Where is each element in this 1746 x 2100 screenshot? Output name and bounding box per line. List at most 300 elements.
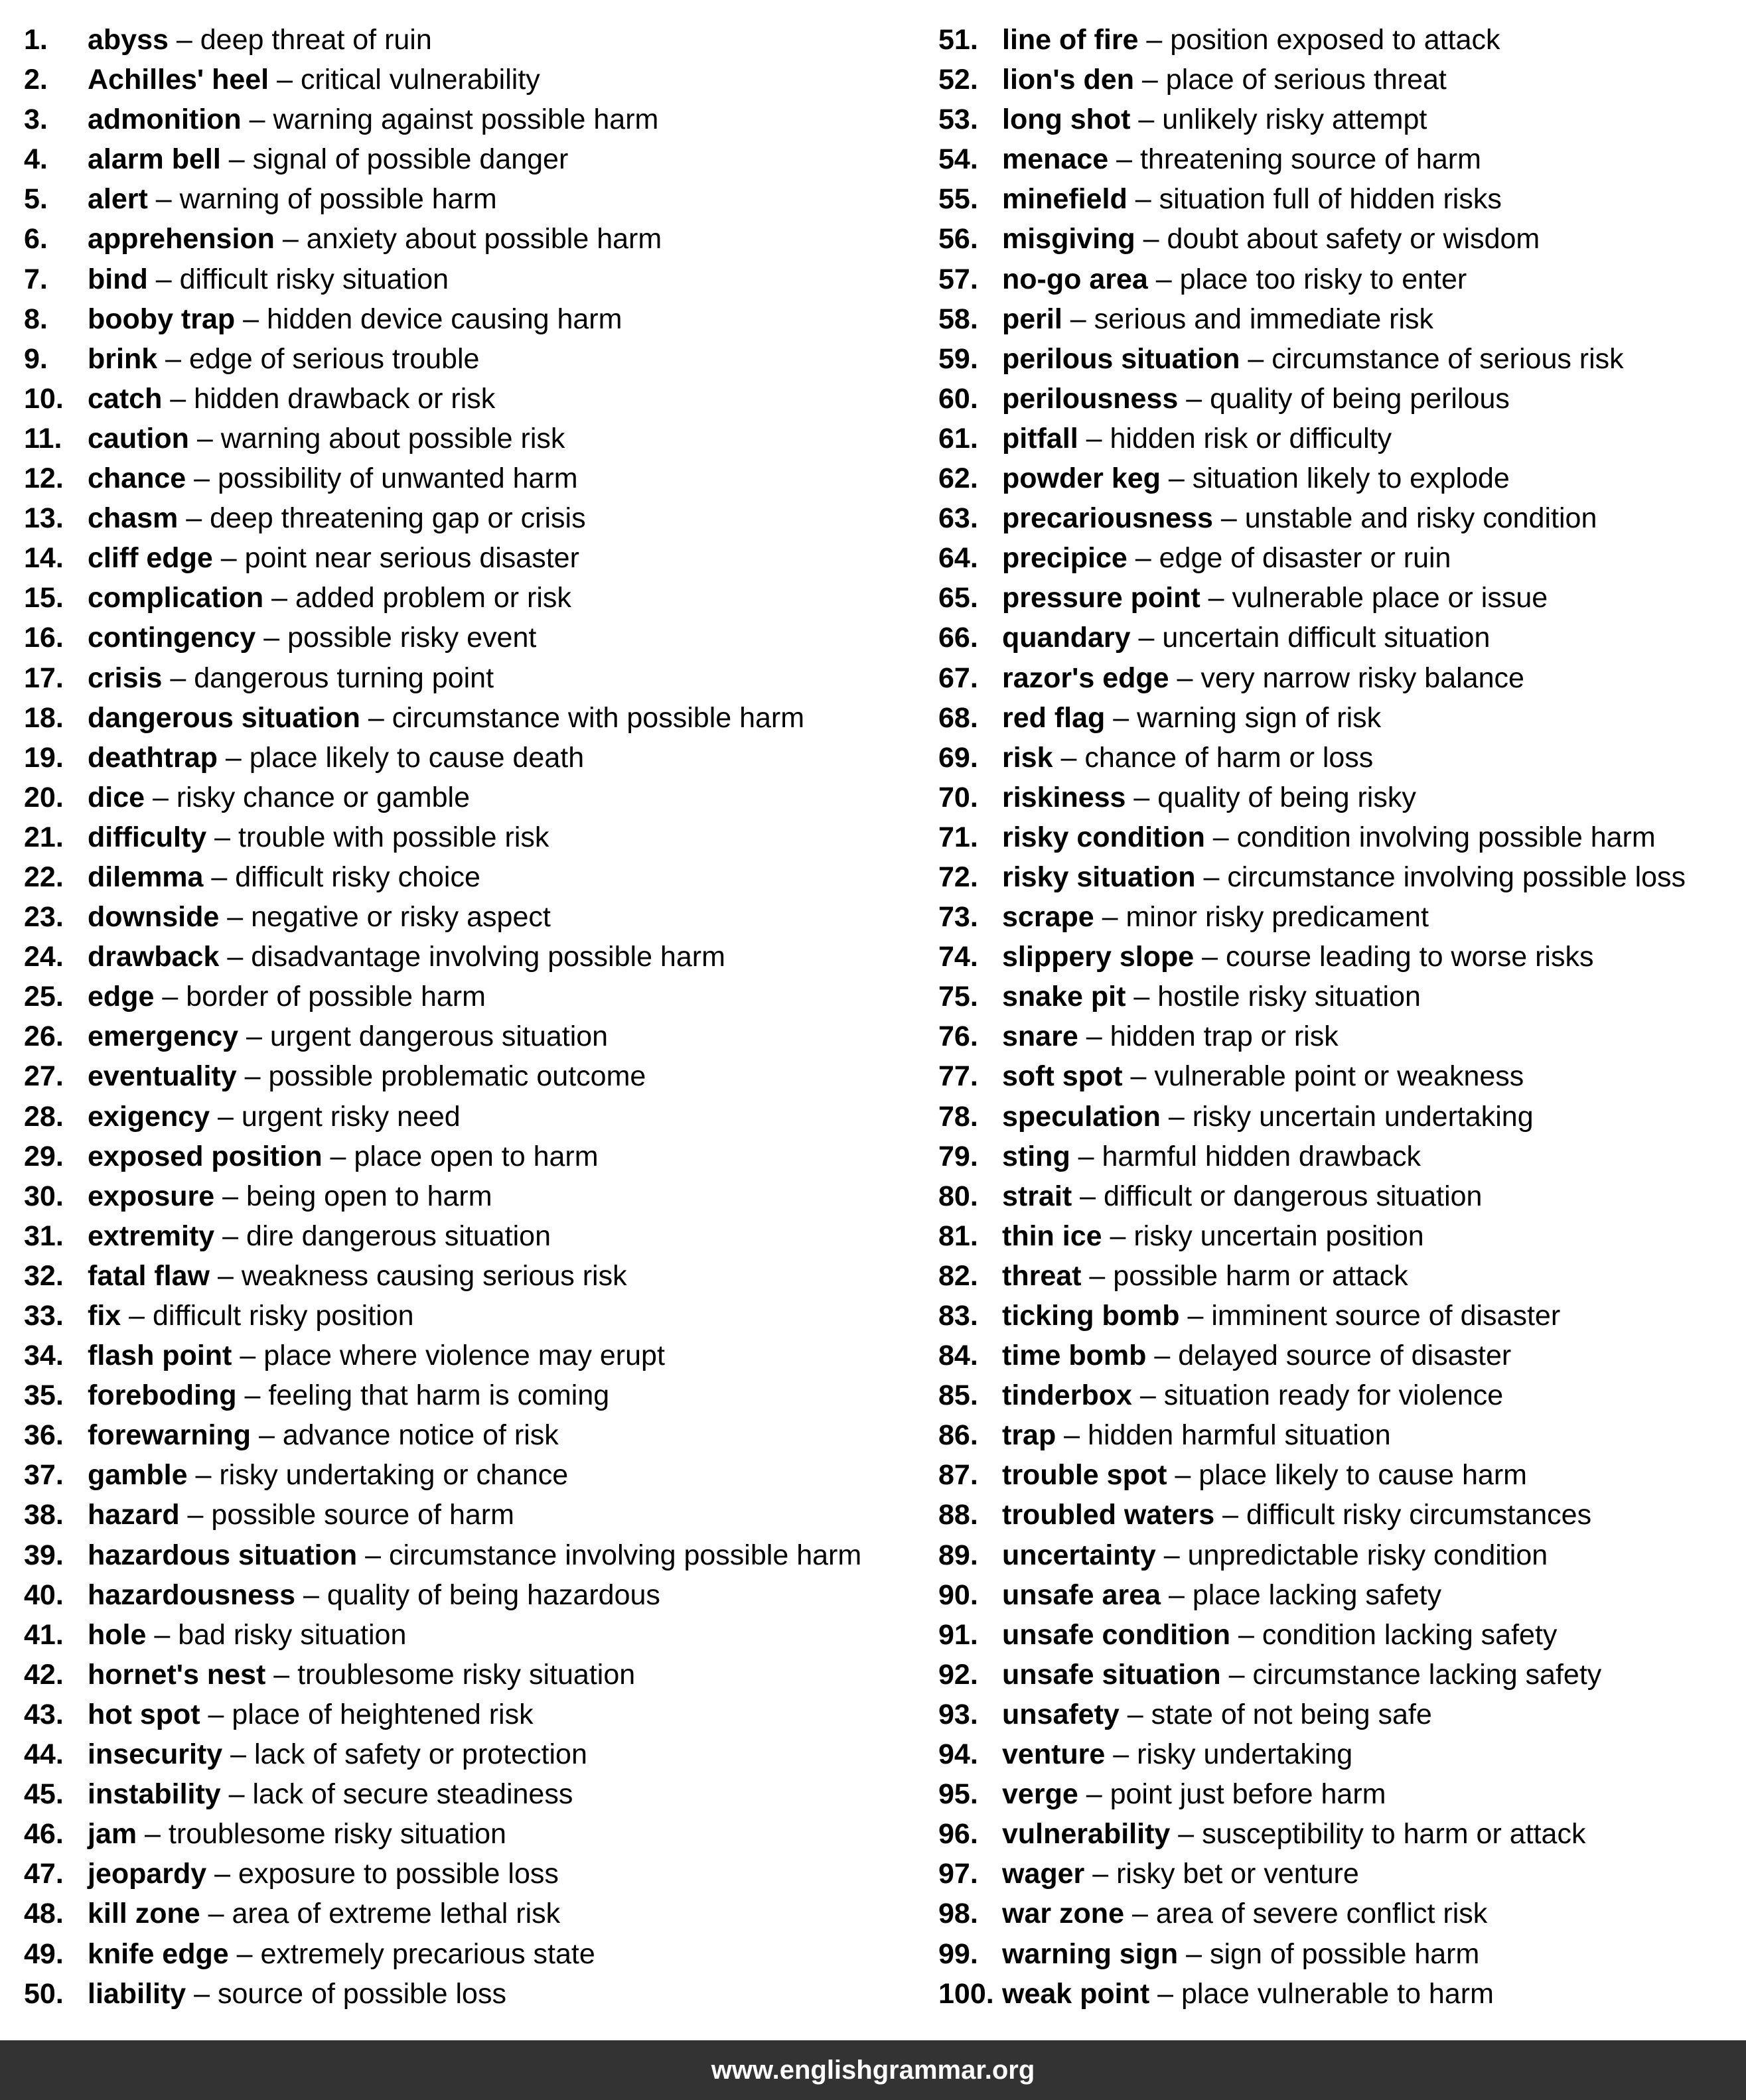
list-item: [938, 1854, 1735, 1894]
entry-separator: –: [206, 821, 238, 853]
list-item: [938, 60, 1735, 100]
entry-definition: unstable and risky condition: [1244, 502, 1597, 535]
list-item: [938, 419, 1735, 458]
list-item: [938, 578, 1735, 618]
entry-number: 39.: [24, 1539, 64, 1571]
entry-number: 86.: [938, 1419, 978, 1452]
entry-term: gamble: [88, 1459, 188, 1492]
entry-term: insecurity: [88, 1738, 223, 1771]
entry-definition: point just before harm: [1110, 1778, 1386, 1811]
entry-separator: –: [147, 263, 180, 295]
entry-separator: –: [157, 342, 189, 375]
entry-separator: –: [269, 64, 301, 96]
entry-term: exposed position: [88, 1140, 323, 1172]
entry-separator: –: [1160, 1100, 1193, 1133]
entry-number: 93.: [938, 1698, 978, 1730]
list-item: [938, 1734, 1735, 1774]
entry-term: jam: [88, 1818, 137, 1851]
entry-separator: –: [1195, 861, 1228, 893]
entry-number: 38.: [24, 1499, 64, 1531]
list-item: [24, 1455, 913, 1495]
entry-definition: situation ready for violence: [1163, 1379, 1504, 1412]
entry-number: 64.: [938, 542, 978, 575]
entry-separator: –: [1149, 1977, 1182, 2010]
entry-separator: –: [186, 462, 218, 495]
entry-term: pressure point: [1002, 582, 1200, 614]
list-item: [938, 458, 1735, 498]
entry-number: 99.: [938, 1937, 978, 1970]
entry-term: long shot: [1002, 104, 1131, 136]
list-item: [24, 1934, 913, 1974]
entry-number: 48.: [24, 1898, 64, 1930]
list-item: [938, 1097, 1735, 1137]
entry-term: soft spot: [1002, 1060, 1123, 1093]
entry-number: 71.: [938, 821, 978, 853]
entry-separator: –: [162, 662, 194, 694]
entry-number: 29.: [24, 1140, 64, 1172]
entry-definition: advance notice of risk: [282, 1419, 559, 1452]
entry-definition: risky uncertain position: [1133, 1220, 1424, 1252]
entry-separator: –: [1138, 24, 1171, 56]
entry-term: snake pit: [1002, 981, 1126, 1013]
entry-definition: uncertain difficult situation: [1162, 622, 1491, 654]
entry-definition: added problem or risk: [295, 582, 571, 614]
entry-separator: –: [1102, 1220, 1134, 1252]
list-item: [938, 1455, 1735, 1495]
entry-term: exigency: [88, 1100, 210, 1133]
list-item: [938, 738, 1735, 778]
entry-number: 72.: [938, 861, 978, 893]
entry-number: 88.: [938, 1499, 978, 1531]
entry-separator: –: [121, 1300, 153, 1332]
entry-number: 63.: [938, 502, 978, 535]
list-item: [24, 458, 913, 498]
list-item: [938, 658, 1735, 698]
entry-definition: exposure to possible loss: [238, 1858, 559, 1890]
entry-definition: place open to harm: [354, 1140, 599, 1172]
list-item: [938, 937, 1735, 977]
entry-term: hot spot: [88, 1698, 200, 1730]
entry-term: chasm: [88, 502, 179, 535]
entry-term: dangerous situation: [88, 701, 360, 734]
list-item: [938, 379, 1735, 419]
entry-number: 19.: [24, 741, 64, 774]
entry-separator: –: [1127, 183, 1159, 216]
entry-number: 61.: [938, 422, 978, 455]
entry-number: 49.: [24, 1937, 64, 1970]
entry-term: war zone: [1002, 1898, 1124, 1930]
entry-definition: troublesome risky situation: [297, 1658, 636, 1691]
entry-separator: –: [1062, 303, 1094, 335]
list-item: [24, 538, 913, 578]
entry-term: hazard: [88, 1499, 180, 1531]
entry-definition: sign of possible harm: [1210, 1937, 1480, 1970]
entry-separator: –: [1094, 901, 1126, 934]
list-item: [24, 60, 913, 100]
entry-definition: place of serious threat: [1165, 64, 1447, 96]
entry-term: bind: [88, 263, 148, 295]
entry-number: 91.: [938, 1618, 978, 1651]
entry-term: thin ice: [1002, 1220, 1102, 1252]
entry-number: 6.: [24, 223, 48, 255]
entry-separator: –: [1078, 1020, 1110, 1053]
list-item: [938, 897, 1735, 937]
entry-separator: –: [203, 861, 236, 893]
list-item: [938, 1535, 1735, 1575]
entry-number: 87.: [938, 1459, 978, 1492]
entry-term: edge: [88, 981, 155, 1013]
entry-term: speculation: [1002, 1100, 1161, 1133]
list-item: [938, 977, 1735, 1016]
entry-definition: delayed source of disaster: [1178, 1340, 1512, 1372]
entry-definition: condition lacking safety: [1262, 1618, 1558, 1651]
entry-number: 98.: [938, 1898, 978, 1930]
entry-term: alarm bell: [88, 143, 221, 176]
entry-term: risky situation: [1002, 861, 1196, 893]
entry-definition: situation likely to explode: [1192, 462, 1510, 495]
entry-definition: trouble with possible risk: [238, 821, 549, 853]
entry-definition: warning about possible risk: [220, 422, 565, 455]
entry-separator: –: [241, 104, 273, 136]
entry-separator: –: [1204, 821, 1237, 853]
entry-number: 90.: [938, 1578, 978, 1611]
entry-number: 14.: [24, 542, 64, 575]
entry-separator: –: [210, 1259, 242, 1292]
entry-definition: possible problematic outcome: [268, 1060, 646, 1093]
entry-separator: –: [1240, 342, 1272, 375]
list-item: [24, 219, 913, 259]
entry-separator: –: [1155, 1539, 1188, 1571]
entry-definition: edge of disaster or ruin: [1159, 542, 1451, 575]
entry-number: 2.: [24, 64, 48, 96]
entry-number: 53.: [938, 104, 978, 136]
entry-term: weak point: [1002, 1977, 1150, 2010]
entry-term: troubled waters: [1002, 1499, 1215, 1531]
entry-definition: minor risky predicament: [1126, 901, 1429, 934]
list-item: [938, 1814, 1735, 1854]
entry-definition: lack of safety or protection: [254, 1738, 587, 1771]
entry-term: alert: [88, 183, 148, 216]
entry-separator: –: [357, 1539, 389, 1571]
entry-separator: –: [1161, 1578, 1193, 1611]
entry-number: 9.: [24, 342, 48, 375]
footer-bar: [0, 2040, 1746, 2100]
entry-separator: –: [238, 1020, 270, 1053]
list-item: [938, 778, 1735, 817]
entry-number: 10.: [24, 382, 64, 415]
entry-term: deathtrap: [88, 741, 218, 774]
entry-separator: –: [1078, 422, 1110, 455]
entry-term: lion's den: [1002, 64, 1134, 96]
entry-term: quandary: [1002, 622, 1131, 654]
entry-number: 41.: [24, 1618, 64, 1651]
entry-term: brink: [88, 342, 158, 375]
entry-term: risk: [1002, 741, 1053, 774]
entry-number: 40.: [24, 1578, 64, 1611]
entry-term: menace: [1002, 143, 1109, 176]
list-item: [938, 1934, 1735, 1974]
entry-separator: –: [1133, 64, 1166, 96]
list-item: [24, 1655, 913, 1695]
entry-number: 28.: [24, 1100, 64, 1133]
entry-number: 13.: [24, 502, 64, 535]
entry-number: 67.: [938, 662, 978, 694]
entry-definition: course leading to worse risks: [1225, 941, 1594, 973]
list-item: [24, 1415, 913, 1455]
entry-separator: –: [200, 1898, 232, 1930]
list-item: [24, 1734, 913, 1774]
entry-separator: –: [219, 901, 252, 934]
list-item: [24, 1575, 913, 1615]
entry-number: 89.: [938, 1539, 978, 1571]
entry-number: 30.: [24, 1180, 64, 1212]
entry-term: time bomb: [1002, 1340, 1147, 1372]
entry-definition: place too risky to enter: [1179, 263, 1467, 295]
list-item: [24, 419, 913, 458]
entry-term: slippery slope: [1002, 941, 1195, 973]
entry-number: 27.: [24, 1060, 64, 1093]
entry-number: 55.: [938, 183, 978, 216]
entry-separator: –: [360, 701, 392, 734]
entry-term: extremity: [88, 1220, 215, 1252]
list-item: [938, 538, 1735, 578]
list-item: [938, 1774, 1735, 1814]
list-item: [24, 339, 913, 379]
entry-definition: border of possible harm: [186, 981, 486, 1013]
list-item: [24, 139, 913, 179]
list-item: [938, 1655, 1735, 1695]
footer-website-text: www.englishgrammar.org: [711, 2055, 1035, 2085]
entry-definition: vulnerable point or weakness: [1154, 1060, 1524, 1093]
entry-term: kill zone: [88, 1898, 200, 1930]
entry-definition: difficult risky circumstances: [1246, 1499, 1592, 1531]
entry-term: dilemma: [88, 861, 204, 893]
entry-separator: –: [322, 1140, 354, 1172]
entry-number: 84.: [938, 1340, 978, 1372]
entry-number: 75.: [938, 981, 978, 1013]
list-item: [938, 1695, 1735, 1734]
entry-definition: circumstance of serious risk: [1272, 342, 1624, 375]
entry-term: ticking bomb: [1002, 1300, 1180, 1332]
entry-separator: –: [1070, 1140, 1102, 1172]
entry-number: 20.: [24, 781, 64, 813]
list-item: [24, 1535, 913, 1575]
entry-number: 7.: [24, 263, 48, 295]
entry-term: verge: [1002, 1778, 1078, 1811]
entry-separator: –: [1127, 542, 1159, 575]
entry-definition: vulnerable place or issue: [1232, 582, 1548, 614]
entry-term: red flag: [1002, 701, 1106, 734]
entry-separator: –: [200, 1698, 232, 1730]
entry-term: forewarning: [88, 1419, 252, 1452]
list-item: [24, 1016, 913, 1056]
entry-number: 51.: [938, 24, 978, 56]
entry-separator: –: [1108, 143, 1140, 176]
list-item: [938, 1296, 1735, 1336]
entry-definition: warning of possible harm: [179, 183, 497, 216]
entry-separator: –: [236, 1379, 269, 1412]
list-item: [24, 658, 913, 698]
entry-definition: quality of being hazardous: [327, 1578, 660, 1611]
entry-separator: –: [168, 24, 200, 56]
entry-term: dice: [88, 781, 145, 813]
entry-term: drawback: [88, 941, 220, 973]
list-item: [24, 1296, 913, 1336]
entry-definition: possible harm or attack: [1113, 1259, 1408, 1292]
list-item: [24, 20, 913, 60]
entry-number: 11.: [24, 422, 62, 455]
list-item: [24, 1615, 913, 1655]
entry-definition: difficult risky choice: [235, 861, 480, 893]
entry-term: risky condition: [1002, 821, 1205, 853]
entry-separator: –: [154, 981, 186, 1013]
entry-number: 68.: [938, 701, 978, 734]
entry-definition: extremely precarious state: [260, 1937, 595, 1970]
entry-definition: hidden harmful situation: [1088, 1419, 1391, 1452]
entry-number: 85.: [938, 1379, 978, 1412]
entry-number: 8.: [24, 303, 48, 335]
list-item: [938, 20, 1735, 60]
entry-separator: –: [1212, 502, 1245, 535]
entry-separator: –: [179, 1499, 212, 1531]
entry-definition: circumstance involving possible loss: [1227, 861, 1686, 893]
entry-separator: –: [187, 1459, 220, 1492]
entry-separator: –: [1178, 382, 1210, 415]
list-item: [24, 1375, 913, 1415]
list-item: [24, 179, 913, 219]
entry-term: unsafe condition: [1002, 1618, 1230, 1651]
list-item: [938, 1016, 1735, 1056]
entry-definition: place lacking safety: [1192, 1578, 1442, 1611]
entry-term: perilousness: [1002, 382, 1179, 415]
entry-definition: quality of being risky: [1157, 781, 1416, 813]
entry-number: 46.: [24, 1818, 64, 1851]
entry-definition: imminent source of disaster: [1211, 1300, 1561, 1332]
entry-number: 73.: [938, 901, 978, 934]
entry-definition: quality of being perilous: [1210, 382, 1510, 415]
entry-separator: –: [295, 1578, 327, 1611]
entry-separator: –: [217, 741, 250, 774]
entry-definition: possible risky event: [287, 622, 537, 654]
entry-term: foreboding: [88, 1379, 237, 1412]
list-item: [938, 1615, 1735, 1655]
entry-number: 74.: [938, 941, 978, 973]
entry-number: 97.: [938, 1858, 978, 1890]
entry-definition: point near serious disaster: [244, 542, 579, 575]
entry-separator: –: [1169, 662, 1201, 694]
entry-number: 32.: [24, 1259, 64, 1292]
entry-definition: susceptibility to harm or attack: [1202, 1818, 1586, 1851]
list-item: [24, 897, 913, 937]
entry-term: strait: [1002, 1180, 1072, 1212]
list-item: [24, 778, 913, 817]
entry-separator: –: [1126, 981, 1158, 1013]
entry-separator: –: [1230, 1618, 1262, 1651]
list-item: [938, 299, 1735, 339]
list-item: [24, 578, 913, 618]
entry-number: 15.: [24, 582, 64, 614]
entry-number: 21.: [24, 821, 64, 853]
entry-separator: –: [219, 941, 252, 973]
entry-term: hornet's nest: [88, 1658, 266, 1691]
entry-term: uncertainty: [1002, 1539, 1156, 1571]
entry-separator: –: [1170, 1818, 1202, 1851]
entry-separator: –: [1124, 1898, 1156, 1930]
entry-number: 3.: [24, 104, 48, 136]
list-item: [24, 1137, 913, 1176]
entry-separator: –: [222, 1738, 254, 1771]
entry-number: 35.: [24, 1379, 64, 1412]
entry-term: trap: [1002, 1419, 1056, 1452]
entry-term: fix: [88, 1300, 121, 1332]
entry-term: knife edge: [88, 1937, 229, 1970]
entry-number: 25.: [24, 981, 64, 1013]
list-item: [24, 1814, 913, 1854]
entry-number: 45.: [24, 1778, 64, 1811]
list-item: [938, 139, 1735, 179]
entry-definition: area of extreme lethal risk: [232, 1898, 561, 1930]
entry-number: 44.: [24, 1738, 64, 1771]
entry-definition: doubt about safety or wisdom: [1167, 223, 1540, 255]
entry-definition: threatening source of harm: [1139, 143, 1481, 176]
entry-number: 95.: [938, 1778, 978, 1811]
entry-separator: –: [1131, 1379, 1164, 1412]
list-item: [24, 1216, 913, 1256]
list-item: [24, 618, 913, 658]
entry-separator: –: [1126, 781, 1158, 813]
entry-term: unsafety: [1002, 1698, 1120, 1730]
entry-separator: –: [147, 183, 180, 216]
entry-separator: –: [263, 582, 296, 614]
entry-term: crisis: [88, 662, 163, 694]
entry-number: 58.: [938, 303, 978, 335]
entry-definition: urgent dangerous situation: [269, 1020, 609, 1053]
entry-definition: hidden trap or risk: [1110, 1020, 1339, 1053]
entry-definition: critical vulnerability: [300, 64, 540, 96]
entry-separator: –: [1072, 1180, 1104, 1212]
entry-definition: serious and immediate risk: [1094, 303, 1434, 335]
entry-definition: circumstance lacking safety: [1252, 1658, 1602, 1691]
entry-separator: –: [1167, 1459, 1199, 1492]
list-item: [938, 219, 1735, 259]
entry-number: 57.: [938, 263, 978, 295]
entry-term: minefield: [1002, 183, 1128, 216]
entry-term: warning sign: [1002, 1937, 1179, 1970]
entry-number: 80.: [938, 1180, 978, 1212]
entry-definition: place vulnerable to harm: [1181, 1977, 1494, 2010]
entry-separator: –: [1122, 1060, 1155, 1093]
entry-separator: –: [1105, 1738, 1137, 1771]
entry-term: catch: [88, 382, 163, 415]
entry-definition: unpredictable risky condition: [1187, 1539, 1548, 1571]
entry-number: 18.: [24, 701, 64, 734]
entry-term: booby trap: [88, 303, 236, 335]
list-item: [24, 1336, 913, 1375]
entry-separator: –: [1081, 1259, 1114, 1292]
entry-separator: –: [1119, 1698, 1151, 1730]
entry-number: 52.: [938, 64, 978, 96]
list-item: [24, 1056, 913, 1096]
entry-definition: place likely to cause harm: [1199, 1459, 1527, 1492]
entry-definition: risky bet or venture: [1116, 1858, 1359, 1890]
list-item: [938, 1216, 1735, 1256]
entry-separator: –: [1178, 1937, 1210, 1970]
entry-definition: very narrow risky balance: [1200, 662, 1524, 694]
entry-term: line of fire: [1002, 24, 1139, 56]
entry-term: instability: [88, 1778, 221, 1811]
entry-separator: –: [220, 1778, 253, 1811]
list-item: [24, 1974, 913, 2014]
